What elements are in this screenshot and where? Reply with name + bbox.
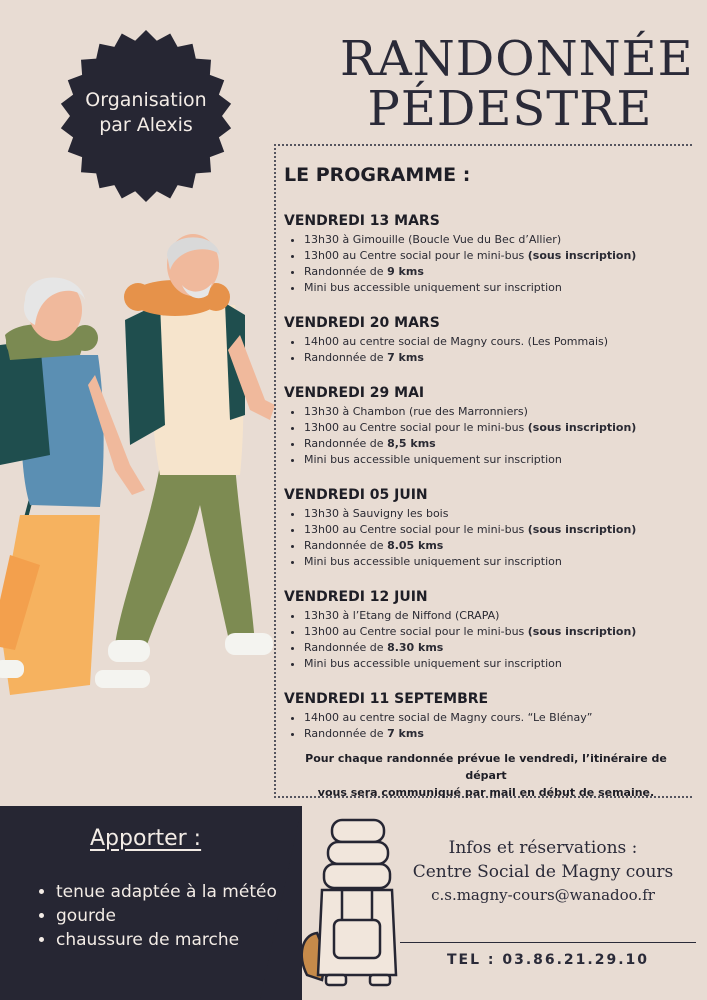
- event-detail-item: [304, 248, 688, 264]
- hikers-illustration: [0, 225, 280, 705]
- event-detail-emphasis: (sous inscription): [527, 421, 637, 434]
- program-heading: LE PROGRAMME :: [284, 164, 471, 186]
- event-detail-item: [304, 280, 688, 296]
- event-detail-text: Randonnée de: [304, 265, 388, 278]
- badge-line-2: par Alexis: [99, 114, 193, 136]
- program-box: [274, 144, 692, 798]
- event-detail-item: [304, 710, 688, 726]
- organizer-badge-text: [60, 88, 232, 138]
- event-details: [284, 404, 688, 468]
- program-event: [284, 486, 688, 570]
- event-detail-emphasis: 8,5 kms: [387, 437, 436, 450]
- program-events: [284, 212, 688, 760]
- info-block: [400, 836, 686, 906]
- bring-title: Apporter :: [90, 826, 202, 851]
- page-title: [340, 31, 694, 137]
- bring-list: [34, 880, 306, 952]
- event-detail-item: [304, 506, 688, 522]
- event-detail-text: 13h30 à l’Etang de Niffond (CRAPA): [304, 609, 500, 622]
- event-date: VENDREDI 11 SEPTEMBRE: [284, 691, 489, 707]
- event-detail-text: Randonnée de: [304, 539, 388, 552]
- program-event: [284, 588, 688, 672]
- event-date: VENDREDI 29 MAI: [284, 385, 425, 401]
- event-detail-text: Mini bus accessible uniquement sur inscription: [304, 555, 562, 568]
- event-detail-item: [304, 608, 688, 624]
- event-detail-item: [304, 726, 688, 742]
- event-detail-text: 13h30 à Chambon (rue des Marronniers): [304, 405, 528, 418]
- info-org: Centre Social de Magny cours: [412, 862, 674, 882]
- event-detail-text: Mini bus accessible uniquement sur inscription: [304, 657, 562, 670]
- program-event: [284, 314, 688, 366]
- event-details: [284, 506, 688, 570]
- bring-item: • tenue adaptée à la météo: [56, 880, 306, 904]
- bring-item: • gourde: [56, 904, 306, 928]
- event-detail-item: [304, 522, 688, 538]
- program-note: [284, 750, 688, 801]
- event-detail-emphasis: 8.05 kms: [387, 539, 444, 552]
- info-title: Infos et réservations :: [448, 838, 638, 858]
- backpack-illustration: [292, 815, 402, 995]
- event-detail-emphasis: (sous inscription): [527, 523, 637, 536]
- event-date: VENDREDI 05 JUIN: [284, 487, 428, 503]
- event-detail-item: [304, 656, 688, 672]
- event-detail-text: Randonnée de: [304, 727, 388, 740]
- event-detail-item: [304, 404, 688, 420]
- event-details: [284, 232, 688, 296]
- event-detail-item: [304, 350, 688, 366]
- event-detail-item: [304, 264, 688, 280]
- event-detail-item: [304, 554, 688, 570]
- program-event: [284, 212, 688, 296]
- program-event: [284, 690, 688, 742]
- event-detail-text: 13h30 à Gimouille (Boucle Vue du Bec d’Allier): [304, 233, 562, 246]
- event-detail-emphasis: 9 kms: [387, 265, 424, 278]
- title-line-2: PÉDESTRE: [367, 81, 653, 137]
- event-detail-emphasis: (sous inscription): [527, 625, 637, 638]
- event-detail-text: Mini bus accessible uniquement sur inscription: [304, 453, 562, 466]
- event-detail-text: Randonnée de: [304, 351, 388, 364]
- event-date: VENDREDI 12 JUIN: [284, 589, 428, 605]
- badge-line-1: Organisation: [85, 89, 207, 111]
- info-email-link[interactable]: c.s.magny-cours@wanadoo.fr: [431, 886, 655, 904]
- event-detail-emphasis: 7 kms: [387, 727, 424, 740]
- event-detail-text: 13h30 à Sauvigny les bois: [304, 507, 449, 520]
- info-phone[interactable]: TEL : 03.86.21.29.10: [446, 952, 650, 968]
- event-detail-text: 13h00 au Centre social pour le mini-bus: [304, 625, 528, 638]
- event-detail-text: Randonnée de: [304, 437, 388, 450]
- event-details: [284, 710, 688, 742]
- event-date: VENDREDI 20 MARS: [284, 315, 440, 331]
- event-detail-text: 13h00 au Centre social pour le mini-bus: [304, 421, 528, 434]
- event-detail-item: [304, 232, 688, 248]
- event-detail-item: [304, 334, 688, 350]
- event-detail-emphasis: 7 kms: [387, 351, 424, 364]
- event-details: [284, 334, 688, 366]
- bring-item: • chaussure de marche: [56, 928, 306, 952]
- event-detail-emphasis: (sous inscription): [527, 249, 637, 262]
- event-detail-item: [304, 436, 688, 452]
- event-detail-text: Randonnée de: [304, 641, 388, 654]
- event-detail-text: 13h00 au Centre social pour le mini-bus: [304, 523, 528, 536]
- event-detail-text: 14h00 au centre social de Magny cours. “Le Blénay”: [304, 711, 593, 724]
- program-event: [284, 384, 688, 468]
- event-detail-item: [304, 624, 688, 640]
- title-line-1: RANDONNÉE: [340, 31, 694, 87]
- program-note-line-2: vous sera communiqué par mail en début de semaine.: [317, 786, 655, 799]
- organizer-badge: [60, 30, 232, 202]
- event-details: [284, 608, 688, 672]
- event-detail-item: [304, 452, 688, 468]
- event-detail-item: [304, 640, 688, 656]
- man-hiker-figure: [108, 234, 275, 662]
- program-note-line-1: Pour chaque randonnée prévue le vendredi, l’itinéraire de départ: [305, 752, 667, 782]
- event-date: VENDREDI 13 MARS: [284, 213, 440, 229]
- event-detail-item: [304, 420, 688, 436]
- event-detail-emphasis: 8.30 kms: [387, 641, 444, 654]
- event-detail-text: 13h00 au Centre social pour le mini-bus: [304, 249, 528, 262]
- event-detail-text: 14h00 au centre social de Magny cours. (Les Pommais): [304, 335, 609, 348]
- event-detail-item: [304, 538, 688, 554]
- event-detail-text: Mini bus accessible uniquement sur inscription: [304, 281, 562, 294]
- tel-divider: [400, 942, 696, 943]
